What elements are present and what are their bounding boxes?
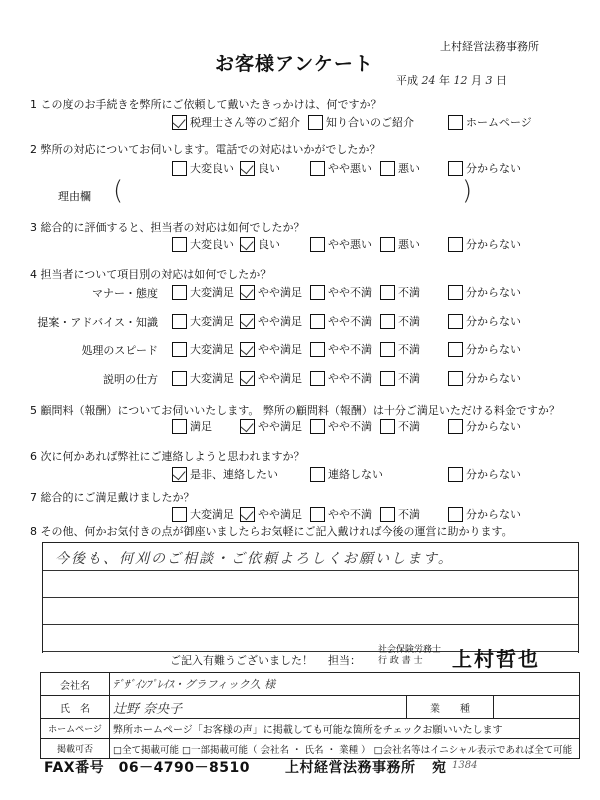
option-label: 分からない [466, 315, 521, 328]
checkbox-icon[interactable] [310, 371, 325, 386]
q6-option-1[interactable] [310, 466, 383, 482]
option-label: 大変満足 [190, 286, 234, 299]
q2-option-3[interactable] [380, 160, 420, 176]
option-label: やや満足 [258, 343, 302, 356]
q4-option[interactable] [240, 284, 302, 300]
checkbox-icon[interactable] [380, 285, 395, 300]
q5-text: 5 顧問料（報酬）についてお伺いいたします。 弊所の顧問料（報酬）は十分ご満足いただける料金ですか？ [30, 404, 560, 417]
date-year-unit: 年 [439, 74, 450, 87]
q7-option-0[interactable] [172, 506, 234, 522]
company-value[interactable]: ﾃﾞｻﾞｲﾝﾌﾟﾚｲｽ・グラフィック久 様 [110, 673, 580, 696]
checkbox-icon[interactable] [448, 285, 463, 300]
option-label: 不満 [398, 508, 420, 521]
checkbox-icon[interactable] [172, 507, 187, 522]
checkbox-icon[interactable] [240, 314, 255, 329]
checkbox-icon[interactable] [380, 507, 395, 522]
option-label: 分からない [466, 343, 521, 356]
option-label: やや不満 [328, 372, 372, 385]
comment-line [43, 624, 578, 625]
q4-option[interactable] [448, 370, 521, 386]
checkbox-icon[interactable] [172, 371, 187, 386]
tanto-title-sharoushi: 社会保険労務士 [378, 645, 442, 655]
q4-option[interactable] [448, 313, 521, 329]
q6-text: 6 次に何かあれば弊社にご連絡しようと思われますか？ [30, 450, 305, 463]
option-label: やや満足 [258, 372, 302, 385]
reason-paren-close: ) [462, 176, 473, 206]
checkbox-icon[interactable] [240, 419, 255, 434]
bottom-office-name: 上村経営法務事務所 [285, 760, 416, 776]
job-label: 業 種 [407, 696, 494, 719]
checkbox-icon[interactable] [448, 342, 463, 357]
q2-option-1[interactable] [240, 160, 280, 176]
checkbox-icon[interactable] [240, 342, 255, 357]
q4-row [0, 370, 600, 388]
q2-option-2[interactable] [310, 160, 372, 176]
job-value[interactable] [494, 696, 580, 719]
date-day: 3 [485, 74, 493, 87]
checkbox-icon[interactable] [172, 419, 187, 434]
date-era: 平成 [396, 74, 418, 87]
option-label: 分からない [466, 162, 521, 175]
option-label: 是非、連絡したい [190, 468, 278, 481]
q4-option[interactable] [310, 313, 372, 329]
q7-option-3[interactable] [380, 506, 420, 522]
q5-option-3[interactable] [380, 418, 420, 434]
permit-option-initial[interactable]: □会社名等はイニシャル表示であれば全て可能 [373, 744, 573, 756]
reference-note: 1384 [452, 760, 478, 771]
page-title: お客様アンケート [215, 53, 374, 75]
option-label: 大変良い [190, 238, 234, 251]
q4-option[interactable] [172, 370, 234, 386]
q5-option-1[interactable] [240, 418, 302, 434]
q2-text: 2 弊所の対応についてお伺いします。電話での対応はいかがでしたか？ [30, 143, 381, 156]
q7-option-2[interactable] [310, 506, 372, 522]
checkbox-icon[interactable] [172, 467, 187, 482]
option-label: やや満足 [258, 286, 302, 299]
q3-option-2[interactable] [310, 236, 372, 252]
q4-option[interactable] [172, 313, 234, 329]
comment-line [43, 570, 578, 571]
q4-option[interactable] [172, 284, 234, 300]
q4-item-label: 処理のスピード [81, 344, 158, 357]
q4-option[interactable] [380, 313, 420, 329]
option-label: 連絡しない [328, 468, 383, 481]
option-label: やや不満 [328, 508, 372, 521]
bottom-ate: 宛 [432, 760, 447, 776]
checkbox-icon[interactable] [240, 161, 255, 176]
checkbox-icon[interactable] [448, 419, 463, 434]
q1-option-friend[interactable] [308, 114, 414, 130]
checkbox-icon[interactable] [310, 314, 325, 329]
q4-option[interactable] [240, 313, 302, 329]
checkbox-icon[interactable] [310, 507, 325, 522]
company-label: 会社名 [41, 673, 110, 696]
checkbox-icon[interactable] [240, 371, 255, 386]
checkbox-icon[interactable] [380, 371, 395, 386]
q4-row [0, 313, 600, 331]
q1-options [0, 114, 600, 132]
q4-option[interactable] [172, 341, 234, 357]
option-label: 良い [258, 162, 280, 175]
option-label: やや悪い [328, 162, 372, 175]
q4-option[interactable] [310, 341, 372, 357]
q4-option[interactable] [380, 370, 420, 386]
checkbox-icon[interactable] [172, 237, 187, 252]
checkbox-icon[interactable] [172, 342, 187, 357]
q8-text: 8 その他、何かお気付きの点が御座いましたらお気軽にご記入戴ければ今後の運営に助かります。 [30, 525, 513, 538]
fax-number: FAX番号 06－4790－8510 [44, 760, 250, 776]
checkbox-icon[interactable] [380, 161, 395, 176]
checkbox-icon[interactable] [380, 342, 395, 357]
checkbox-icon[interactable] [448, 314, 463, 329]
comment-line [43, 597, 578, 598]
checkbox-icon[interactable] [308, 115, 323, 130]
q1-text: 1 この度のお手続きを弊所にご依頼して戴いたきっかけは、何ですか？ [30, 98, 382, 111]
q4-item-label: 説明の仕方 [103, 373, 158, 386]
option-label: 大変良い [190, 162, 234, 175]
checkbox-icon[interactable] [172, 161, 187, 176]
checkbox-icon[interactable] [310, 161, 325, 176]
checkbox-icon[interactable] [172, 314, 187, 329]
option-label: やや満足 [258, 315, 302, 328]
date-line [396, 72, 507, 88]
q3-option-0[interactable] [172, 236, 234, 252]
date-day-unit: 日 [496, 74, 507, 87]
thanks-text: ご記入有難うございました！ [170, 654, 313, 667]
date-month: 12 [453, 74, 468, 87]
reason-label: 理由欄 [58, 190, 91, 203]
option-label: やや不満 [328, 286, 372, 299]
comment-area[interactable] [42, 542, 579, 653]
option-label: 不満 [398, 420, 420, 433]
checkbox-icon[interactable] [448, 507, 463, 522]
q3-option-4[interactable] [448, 236, 521, 252]
option-label: 悪い [398, 162, 420, 175]
q6-option-2[interactable] [448, 466, 521, 482]
checkbox-icon[interactable] [448, 161, 463, 176]
option-label: 大変満足 [190, 343, 234, 356]
option-label: やや満足 [258, 420, 302, 433]
hp-text: 弊所ホームページ「お客様の声」に掲載しても可能な箇所をチェックお願いいたします [110, 719, 580, 739]
q3-option-1[interactable] [240, 236, 280, 252]
option-label: 満足 [190, 420, 212, 433]
option-label: 不満 [398, 372, 420, 385]
q4-option[interactable] [240, 370, 302, 386]
q4-option[interactable] [240, 341, 302, 357]
option-label: やや不満 [328, 343, 372, 356]
checkbox-icon[interactable] [172, 285, 187, 300]
q4-option[interactable] [448, 341, 521, 357]
q3-option-3[interactable] [380, 236, 420, 252]
option-label: 分からない [466, 238, 521, 251]
option-label: やや満足 [258, 508, 302, 521]
option-label: やや不満 [328, 315, 372, 328]
permit-options [110, 739, 580, 759]
q7-option-1[interactable] [240, 506, 302, 522]
option-label: 不満 [398, 286, 420, 299]
checkbox-icon[interactable] [172, 115, 187, 130]
tanto-title-gyousei: 行 政 書 士 [378, 656, 423, 666]
option-label: 分からない [466, 372, 521, 385]
option-label: 分からない [466, 286, 521, 299]
permit-label: 掲載可否 [41, 739, 110, 759]
q2-options [0, 160, 600, 178]
option-label: 不満 [398, 343, 420, 356]
checkbox-icon[interactable] [310, 342, 325, 357]
q4-row [0, 284, 600, 302]
q7-options [0, 506, 600, 524]
checkbox-icon[interactable] [448, 115, 463, 130]
tanto-name: 上村哲也 [452, 647, 540, 671]
option-label: 悪い [398, 238, 420, 251]
q4-option[interactable] [310, 370, 372, 386]
customer-info-table [40, 672, 580, 759]
q4-text: 4 担当者について項目別の対応は如何でしたか？ [30, 268, 272, 281]
checkbox-icon[interactable] [240, 237, 255, 252]
q4-row [0, 341, 600, 359]
q6-option-0[interactable] [172, 466, 278, 482]
option-label: ホームページ [466, 116, 532, 129]
date-month-unit: 月 [471, 74, 482, 87]
tanto-label: 担当： [328, 654, 361, 667]
option-label: やや悪い [328, 238, 372, 251]
q5-option-2[interactable] [310, 418, 372, 434]
q5-option-0[interactable] [172, 418, 212, 434]
option-label: 大変満足 [190, 508, 234, 521]
q1-option-tax[interactable] [172, 114, 300, 130]
q4-item-label: マナー・態度 [92, 287, 158, 300]
q4-item-label: 提案・アドバイス・知識 [37, 316, 158, 329]
option-label: 知り合いのご紹介 [326, 116, 414, 129]
office-name-header: 上村経営法務事務所 [440, 40, 539, 53]
checkbox-icon[interactable] [448, 371, 463, 386]
option-label: 分からない [466, 468, 521, 481]
q5-option-4[interactable] [448, 418, 521, 434]
q4-option[interactable] [380, 341, 420, 357]
permit-option-all[interactable]: □全て掲載可能 [113, 744, 179, 756]
checkbox-icon[interactable] [380, 314, 395, 329]
q2-option-0[interactable] [172, 160, 234, 176]
checkbox-icon[interactable] [448, 467, 463, 482]
option-label: 分からない [466, 508, 521, 521]
option-label: 分からない [466, 420, 521, 433]
q4-option[interactable] [310, 284, 372, 300]
q2-option-4[interactable] [448, 160, 521, 176]
q6-options [0, 466, 600, 484]
option-label: 税理士さん等のご紹介 [190, 116, 300, 129]
option-label: 不満 [398, 315, 420, 328]
name-value[interactable]: 辻野 奈央子 [110, 696, 407, 719]
option-label: やや不満 [328, 420, 372, 433]
checkbox-icon[interactable] [310, 467, 325, 482]
tanto-titles [378, 645, 441, 667]
q5-options [0, 418, 600, 436]
permit-option-partial[interactable]: □一部掲載可能（ 会社名 ・ 氏名 ・ 業種 ） [182, 744, 371, 756]
checkbox-icon[interactable] [310, 237, 325, 252]
checkbox-icon[interactable] [380, 419, 395, 434]
q7-text: 7 総合的にご満足戴けましたか？ [30, 491, 195, 504]
checkbox-icon[interactable] [310, 285, 325, 300]
checkbox-icon[interactable] [240, 285, 255, 300]
option-label: 大変満足 [190, 372, 234, 385]
q1-option-homepage[interactable] [448, 114, 532, 130]
q3-options [0, 236, 600, 254]
q4-option[interactable] [380, 284, 420, 300]
q3-text: 3 総合的に評価すると、担当者の対応は如何でしたか？ [30, 221, 305, 234]
name-label: 氏 名 [41, 696, 110, 719]
option-label: 大変満足 [190, 315, 234, 328]
hp-label: ホームページ [41, 719, 110, 739]
comment-handwriting: 今後も、何刈のご相談・ご依頼よろしくお願いします。 [55, 551, 454, 567]
option-label: 良い [258, 238, 280, 251]
checkbox-icon[interactable] [310, 419, 325, 434]
reason-paren-open: ( [113, 176, 124, 206]
q4-option[interactable] [448, 284, 521, 300]
checkbox-icon[interactable] [240, 507, 255, 522]
checkbox-icon[interactable] [448, 237, 463, 252]
checkbox-icon[interactable] [380, 237, 395, 252]
q7-option-4[interactable] [448, 506, 521, 522]
date-year: 24 [421, 74, 436, 87]
